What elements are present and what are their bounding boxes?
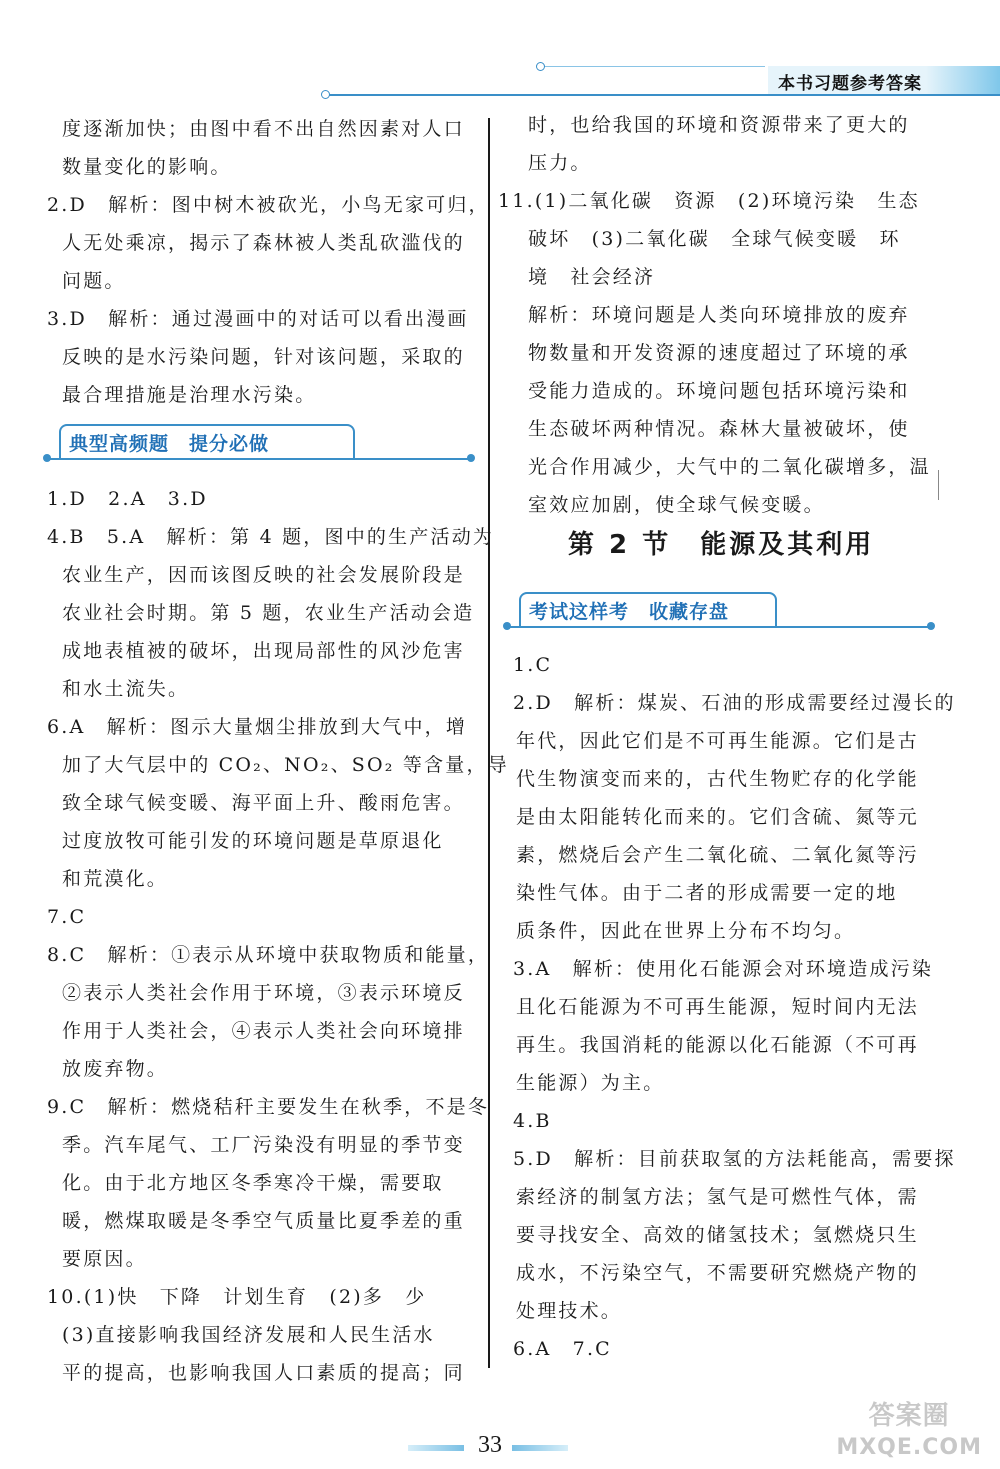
- text-line: (3)直接影响我国经济发展和人民生活水: [62, 1324, 435, 1346]
- header-rule-top: [540, 66, 765, 67]
- answer-line: 1.C: [513, 654, 553, 676]
- text-line: 受能力造成的。环境问题包括环境污染和: [528, 380, 910, 402]
- page-number: 33: [478, 1432, 502, 1458]
- text-line: 农业生产，因而该图反映的社会发展阶段是: [62, 564, 465, 586]
- text-line: 素，燃烧后会产生二氧化硫、二氧化氮等污: [516, 844, 919, 866]
- text-line: 数量变化的影响。: [62, 156, 232, 178]
- text-line: 物数量和开发资源的速度超过了环境的承: [528, 342, 910, 364]
- text-line: 加了大气层中的 CO₂、NO₂、SO₂ 等含量，导: [62, 754, 509, 776]
- text-line: 最合理措施是治理水污染。: [62, 384, 317, 406]
- text-line: 破坏 (3)二氧化碳 全球气候变暖 环: [528, 228, 901, 250]
- footer-ornament-left: [408, 1445, 464, 1451]
- margin-rule: [938, 470, 939, 500]
- text-line: 年代，因此它们是不可再生能源。它们是古: [516, 730, 919, 752]
- answer-line: 6.A 解析：图示大量烟尘排放到大气中，增: [47, 716, 468, 738]
- text-line: 室效应加剧，使全球气候变暖。: [528, 494, 825, 516]
- text-line: 是由太阳能转化而来的。它们含硫、氮等元: [516, 806, 919, 828]
- section-banner-right: [505, 592, 933, 632]
- text-line: 质条件，因此在世界上分布不均匀。: [516, 920, 856, 942]
- answer-line: 9.C 解析：燃烧秸秆主要发生在秋季，不是冬: [47, 1096, 490, 1118]
- answer-line: 8.C 解析：①表示从环境中获取物质和能量，: [47, 944, 490, 966]
- banner-label: 典型高频题 提分必做: [69, 433, 270, 455]
- banner-rule: [45, 458, 473, 460]
- text-line: 且化石能源为不可再生能源，短时间内无法: [516, 996, 919, 1018]
- text-line: 境 社会经济: [528, 266, 656, 288]
- banner-dot: [467, 454, 475, 462]
- text-line: 成地表植被的破坏，出现局部性的风沙危害: [62, 640, 465, 662]
- text-line: 要寻找安全、高效的储氢技术；氢燃烧只生: [516, 1224, 919, 1246]
- text-line: 季。汽车尾气、工厂污染没有明显的季节变: [62, 1134, 465, 1156]
- answer-line: 7.C: [47, 906, 87, 928]
- column-divider: [488, 118, 490, 1368]
- banner-rule: [505, 626, 933, 628]
- text-line: 问题。: [62, 270, 126, 292]
- banner-dot: [503, 622, 511, 630]
- text-line: 和水土流失。: [62, 678, 190, 700]
- answer-line: 2.D 解析：煤炭、石油的形成需要经过漫长的: [513, 692, 956, 714]
- footer-ornament-right: [512, 1445, 568, 1451]
- text-line: 解析：环境问题是人类向环境排放的废弃: [528, 304, 910, 326]
- text-line: 时，也给我国的环境和资源带来了更大的: [528, 114, 910, 136]
- answer-line: 4.B 5.A 解析：第 4 题，图中的生产活动为: [47, 526, 495, 548]
- text-line: 代生物演变而来的，古代生物贮存的化学能: [516, 768, 919, 790]
- text-line: 放废弃物。: [62, 1058, 169, 1080]
- watermark-line: 答案圈: [868, 1401, 950, 1431]
- section-banner-left: [45, 424, 473, 464]
- answer-line: 3.D 解析：通过漫画中的对话可以看出漫画: [47, 308, 469, 330]
- banner-dot: [927, 622, 935, 630]
- watermark-logo: [836, 1400, 982, 1464]
- text-line: ②表示人类社会作用于环境，③表示环境反: [62, 982, 465, 1004]
- text-line: 和荒漠化。: [62, 868, 169, 890]
- answer-line: 3.A 解析：使用化石能源会对环境造成污染: [513, 958, 934, 980]
- watermark-line: MXQE.COM: [836, 1435, 982, 1460]
- text-line: 平的提高，也影响我国人口素质的提高；同: [62, 1362, 465, 1384]
- text-line: 生能源）为主。: [516, 1072, 665, 1094]
- text-line: 生态破坏两种情况。森林大量被破坏，使: [528, 418, 910, 440]
- answer-line: 10.(1)快 下降 计划生育 (2)多 少: [47, 1286, 427, 1308]
- text-line: 反映的是水污染问题，针对该问题，采取的: [62, 346, 465, 368]
- text-line: 成水，不污染空气，不需要研究燃烧产物的: [516, 1262, 919, 1284]
- banner-label: 考试这样考 收藏存盘: [529, 601, 730, 623]
- answer-line: 4.B: [513, 1110, 552, 1132]
- answer-line: 5.D 解析：目前获取氢的方法耗能高，需要探: [513, 1148, 956, 1170]
- header-dot: [536, 62, 545, 71]
- text-line: 过度放牧可能引发的环境问题是草原退化: [62, 830, 444, 852]
- page-header-title: 本书习题参考答案: [778, 74, 922, 94]
- text-line: 人无处乘凉，揭示了森林被人类乱砍滥伐的: [62, 232, 465, 254]
- text-line: 化。由于北方地区冬季寒冷干燥，需要取: [62, 1172, 444, 1194]
- answer-line: 2.D 解析：图中树木被砍光，小鸟无家可归，: [47, 194, 490, 216]
- text-line: 再生。我国消耗的能源以化石能源（不可再: [516, 1034, 919, 1056]
- text-line: 染性气体。由于二者的形成需要一定的地: [516, 882, 898, 904]
- text-line: 压力。: [528, 152, 592, 174]
- text-line: 作用于人类社会，④表示人类社会向环境排: [62, 1020, 465, 1042]
- text-line: 光合作用减少，大气中的二氧化碳增多，温: [528, 456, 931, 478]
- text-line: 致全球气候变暖、海平面上升、酸雨危害。: [62, 792, 465, 814]
- text-line: 农业社会时期。第 5 题，农业生产活动会造: [62, 602, 475, 624]
- text-line: 要原因。: [62, 1248, 147, 1270]
- text-line: 暖，燃煤取暖是冬季空气质量比夏季差的重: [62, 1210, 465, 1232]
- answer-line: 11.(1)二氧化碳 资源 (2)环境污染 生态: [498, 190, 920, 212]
- answer-line: 1.D 2.A 3.D: [47, 488, 208, 510]
- text-line: 处理技术。: [516, 1300, 623, 1322]
- header-rule: [325, 94, 1000, 96]
- text-line: 索经济的制氢方法；氢气是可燃性气体，需: [516, 1186, 919, 1208]
- text-line: 度逐渐加快；由图中看不出自然因素对人口: [62, 118, 465, 140]
- section-title: 第 2 节 能源及其利用: [568, 530, 875, 560]
- banner-dot: [43, 454, 51, 462]
- header-dot: [321, 90, 330, 99]
- answer-line: 6.A 7.C: [513, 1338, 612, 1360]
